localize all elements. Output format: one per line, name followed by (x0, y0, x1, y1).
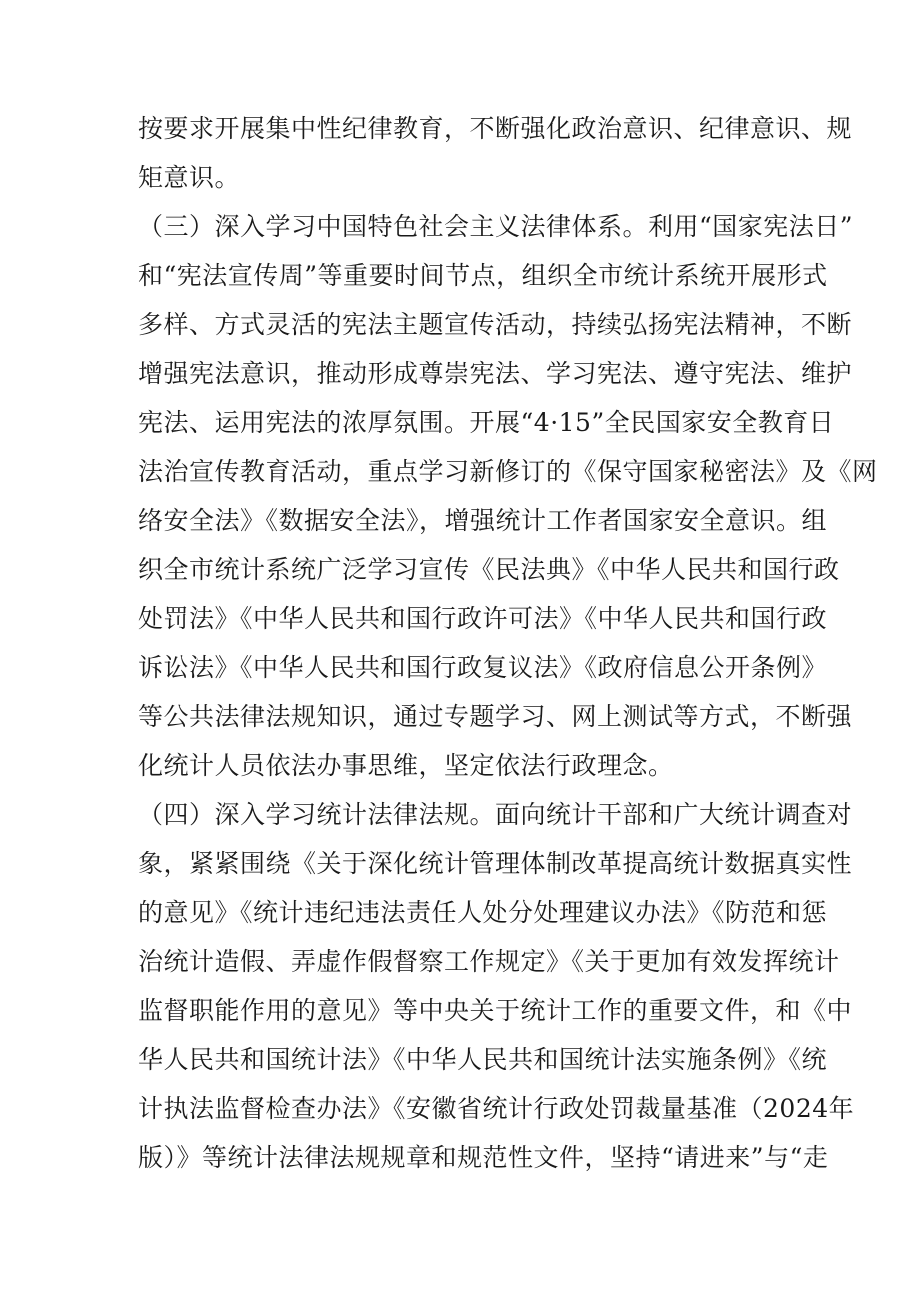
text-line: 等公共法律法规知识，通过专题学习、网上测试等方式，不断强 (138, 702, 853, 731)
text-line: 诉讼法》《中华人民共和国行政复议法》《政府信息公开条例》 (138, 653, 828, 682)
text-line: 版）》等统计法律法规规章和规范性文件，坚持“请进来”与“走 (138, 1143, 829, 1172)
text-line: 增强宪法意识，推动形成尊崇宪法、学习宪法、遵守宪法、维护 (138, 359, 853, 388)
text-line: 络安全法》《数据安全法》，增强统计工作者国家安全意识。组 (138, 506, 828, 535)
text-line: 的意见》《统计违纪违法责任人处分处理建议办法》《防范和惩 (138, 898, 828, 927)
text-line: 织全市统计系统广泛学习宣传《民法典》《中华人民共和国行政 (138, 555, 840, 584)
text-line: 处罚法》《中华人民共和国行政许可法》《中华人民共和国行政 (138, 604, 828, 633)
text-line: 法治宣传教育活动，重点学习新修订的《保守国家秘密法》及《网 (138, 457, 878, 486)
text-line: 按要求开展集中性纪律教育，不断强化政治意识、纪律意识、规 (138, 114, 853, 143)
text-line: 治统计造假、弄虚作假督察工作规定》《关于更加有效发挥统计 (138, 947, 840, 976)
text-line: 象，紧紧围绕《关于深化统计管理体制改革提高统计数据真实性 (138, 849, 853, 878)
text-line: 宪法、运用宪法的浓厚氛围。开展“4·15”全民国家安全教育日 (138, 408, 835, 437)
text-line: 华人民共和国统计法》《中华人民共和国统计法实施条例》《统 (138, 1045, 828, 1074)
text-line: （四）深入学习统计法律法规。面向统计干部和广大统计调查对 (138, 800, 853, 829)
text-line: 计执法监督检查办法》《安徽省统计行政处罚裁量基准（2024年 (138, 1094, 855, 1123)
text-line: 化统计人员依法办事思维，坚定依法行政理念。 (138, 751, 674, 780)
text-line: 和“宪法宣传周”等重要时间节点，组织全市统计系统开展形式 (138, 261, 828, 290)
text-line: （三）深入学习中国特色社会主义法律体系。利用“国家宪法日” (138, 212, 854, 241)
text-line: 矩意识。 (138, 163, 241, 192)
text-line: 多样、方式灵活的宪法主题宣传活动，持续弘扬宪法精神，不断 (138, 310, 853, 339)
text-line: 监督职能作用的意见》等中央关于统计工作的重要文件，和《中 (138, 996, 853, 1025)
